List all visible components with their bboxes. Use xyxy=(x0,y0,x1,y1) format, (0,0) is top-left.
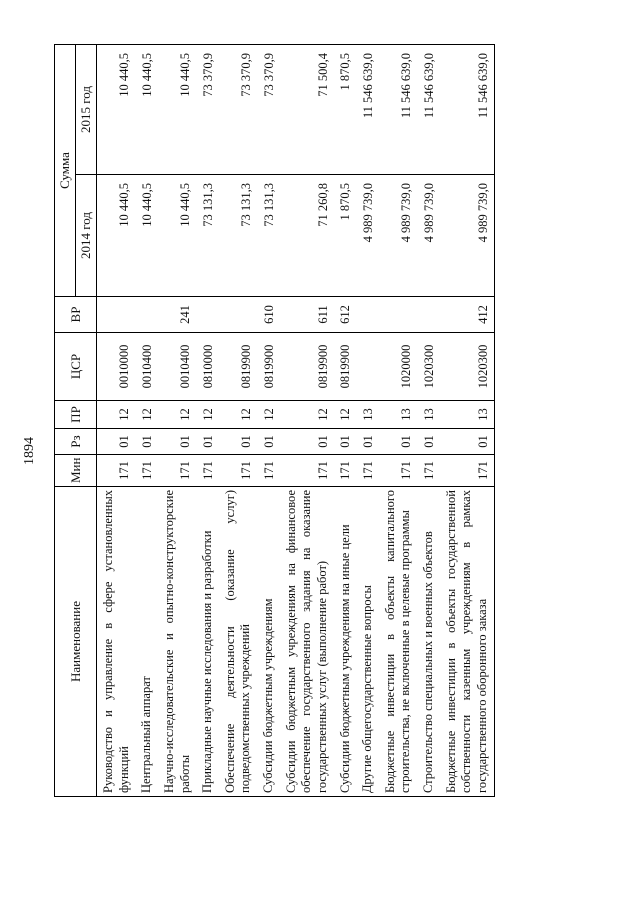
table-row xyxy=(280,45,334,797)
table-row xyxy=(97,45,136,797)
row-vr xyxy=(356,297,379,333)
row-rz: 01 xyxy=(97,429,136,455)
row-sum-2015: 11 546 639,0 xyxy=(379,45,417,175)
row-name: Обеспечение деятельности (оказание услуг) подведомственных учреждений xyxy=(219,487,257,797)
row-csr xyxy=(356,333,379,401)
table-row xyxy=(356,45,379,797)
row-name: Строительство специальных и военных объектов xyxy=(417,487,440,797)
header-vr: ВР xyxy=(55,297,97,333)
table-row xyxy=(219,45,257,797)
table-row xyxy=(158,45,196,797)
budget-table xyxy=(54,44,495,797)
row-min: 171 xyxy=(356,455,379,487)
row-sum-2014: 4 989 739,0 xyxy=(379,175,417,297)
row-min: 171 xyxy=(97,455,136,487)
row-vr: 612 xyxy=(334,297,357,333)
row-sum-2015: 10 440,5 xyxy=(158,45,196,175)
row-min: 171 xyxy=(417,455,440,487)
row-csr: 0010000 xyxy=(97,333,136,401)
row-sum-2015: 11 546 639,0 xyxy=(440,45,494,175)
row-vr: 610 xyxy=(257,297,280,333)
row-sum-2014: 10 440,5 xyxy=(97,175,136,297)
header-pr: ПР xyxy=(55,401,97,429)
row-pr: 13 xyxy=(440,401,494,429)
table-row xyxy=(135,45,158,797)
row-pr: 12 xyxy=(280,401,334,429)
row-csr: 0819900 xyxy=(280,333,334,401)
row-sum-2014: 4 989 739,0 xyxy=(417,175,440,297)
row-sum-2014: 10 440,5 xyxy=(135,175,158,297)
row-min: 171 xyxy=(334,455,357,487)
row-csr: 1020000 xyxy=(379,333,417,401)
row-vr: 241 xyxy=(158,297,196,333)
row-sum-2014: 10 440,5 xyxy=(158,175,196,297)
row-rz: 01 xyxy=(135,429,158,455)
row-sum-2014: 1 870,5 xyxy=(334,175,357,297)
table-row xyxy=(440,45,494,797)
row-rz: 01 xyxy=(196,429,219,455)
row-min: 171 xyxy=(135,455,158,487)
row-name: Центральный аппарат xyxy=(135,487,158,797)
row-min: 171 xyxy=(280,455,334,487)
row-rz: 01 xyxy=(417,429,440,455)
row-csr: 0010400 xyxy=(158,333,196,401)
row-name: Руководство и управление в сфере установленных функций xyxy=(97,487,136,797)
header-2015: 2015 год xyxy=(76,45,97,175)
row-vr: 412 xyxy=(440,297,494,333)
header-min: Мин xyxy=(55,455,97,487)
table-row xyxy=(257,45,280,797)
row-min: 171 xyxy=(440,455,494,487)
row-rz: 01 xyxy=(356,429,379,455)
row-sum-2015: 11 546 639,0 xyxy=(417,45,440,175)
row-name: Бюджетные инвестиции в объекты капитального строительства, не включенные в целевые программы xyxy=(379,487,417,797)
row-name: Субсидии бюджетным учреждениям на иные цели xyxy=(334,487,357,797)
row-vr: 611 xyxy=(280,297,334,333)
header-rz: Рз xyxy=(55,429,97,455)
row-pr: 12 xyxy=(334,401,357,429)
row-pr: 12 xyxy=(158,401,196,429)
row-name: Прикладные научные исследования и разработки xyxy=(196,487,219,797)
row-vr xyxy=(196,297,219,333)
header-name: Наименование xyxy=(55,487,97,797)
row-csr: 0819900 xyxy=(334,333,357,401)
row-csr: 0819900 xyxy=(257,333,280,401)
row-pr: 12 xyxy=(257,401,280,429)
row-pr: 12 xyxy=(219,401,257,429)
row-sum-2015: 71 500,4 xyxy=(280,45,334,175)
row-rz: 01 xyxy=(334,429,357,455)
row-name: Субсидии бюджетным учреждениям на финансовое обеспечение государственного задания на оказание государственных услуг (выполнение работ) xyxy=(280,487,334,797)
table-body xyxy=(97,45,495,797)
row-csr: 0010400 xyxy=(135,333,158,401)
row-pr: 13 xyxy=(417,401,440,429)
row-min: 171 xyxy=(196,455,219,487)
row-vr xyxy=(379,297,417,333)
row-csr: 1020300 xyxy=(440,333,494,401)
row-sum-2015: 73 370,9 xyxy=(257,45,280,175)
row-sum-2015: 10 440,5 xyxy=(135,45,158,175)
row-name: Другие общегосударственные вопросы xyxy=(356,487,379,797)
row-csr: 0819900 xyxy=(219,333,257,401)
row-vr xyxy=(135,297,158,333)
table-header xyxy=(55,45,97,797)
row-csr: 0810000 xyxy=(196,333,219,401)
row-min: 171 xyxy=(219,455,257,487)
row-sum-2014: 4 989 739,0 xyxy=(356,175,379,297)
row-sum-2015: 11 546 639,0 xyxy=(356,45,379,175)
row-vr xyxy=(417,297,440,333)
row-name: Научно-исследовательские и опытно-конструкторские работы xyxy=(158,487,196,797)
row-sum-2014: 4 989 739,0 xyxy=(440,175,494,297)
row-sum-2014: 73 131,3 xyxy=(257,175,280,297)
header-2014: 2014 год xyxy=(76,175,97,297)
row-sum-2015: 73 370,9 xyxy=(196,45,219,175)
row-sum-2014: 73 131,3 xyxy=(196,175,219,297)
row-rz: 01 xyxy=(219,429,257,455)
row-csr: 1020300 xyxy=(417,333,440,401)
row-sum-2014: 73 131,3 xyxy=(219,175,257,297)
row-pr: 12 xyxy=(196,401,219,429)
row-min: 171 xyxy=(158,455,196,487)
row-min: 171 xyxy=(379,455,417,487)
row-sum-2015: 1 870,5 xyxy=(334,45,357,175)
header-csr: ЦСР xyxy=(55,333,97,401)
row-name: Бюджетные инвестиции в объекты государственной собственности казенным учреждениям в рамках государственного оборонного заказа xyxy=(440,487,494,797)
row-vr xyxy=(97,297,136,333)
row-sum-2015: 73 370,9 xyxy=(219,45,257,175)
row-rz: 01 xyxy=(440,429,494,455)
row-sum-2014: 71 260,8 xyxy=(280,175,334,297)
row-rz: 01 xyxy=(280,429,334,455)
row-rz: 01 xyxy=(379,429,417,455)
row-min: 171 xyxy=(257,455,280,487)
table-row xyxy=(379,45,417,797)
row-pr: 13 xyxy=(356,401,379,429)
table-row xyxy=(334,45,357,797)
row-pr: 12 xyxy=(97,401,136,429)
table-row xyxy=(196,45,219,797)
row-vr xyxy=(219,297,257,333)
row-name: Субсидии бюджетным учреждениям xyxy=(257,487,280,797)
row-pr: 13 xyxy=(379,401,417,429)
row-sum-2015: 10 440,5 xyxy=(97,45,136,175)
row-rz: 01 xyxy=(158,429,196,455)
page-number: 1894 xyxy=(22,437,37,465)
row-rz: 01 xyxy=(257,429,280,455)
row-pr: 12 xyxy=(135,401,158,429)
header-sum: Сумма xyxy=(55,45,76,297)
table-row xyxy=(417,45,440,797)
